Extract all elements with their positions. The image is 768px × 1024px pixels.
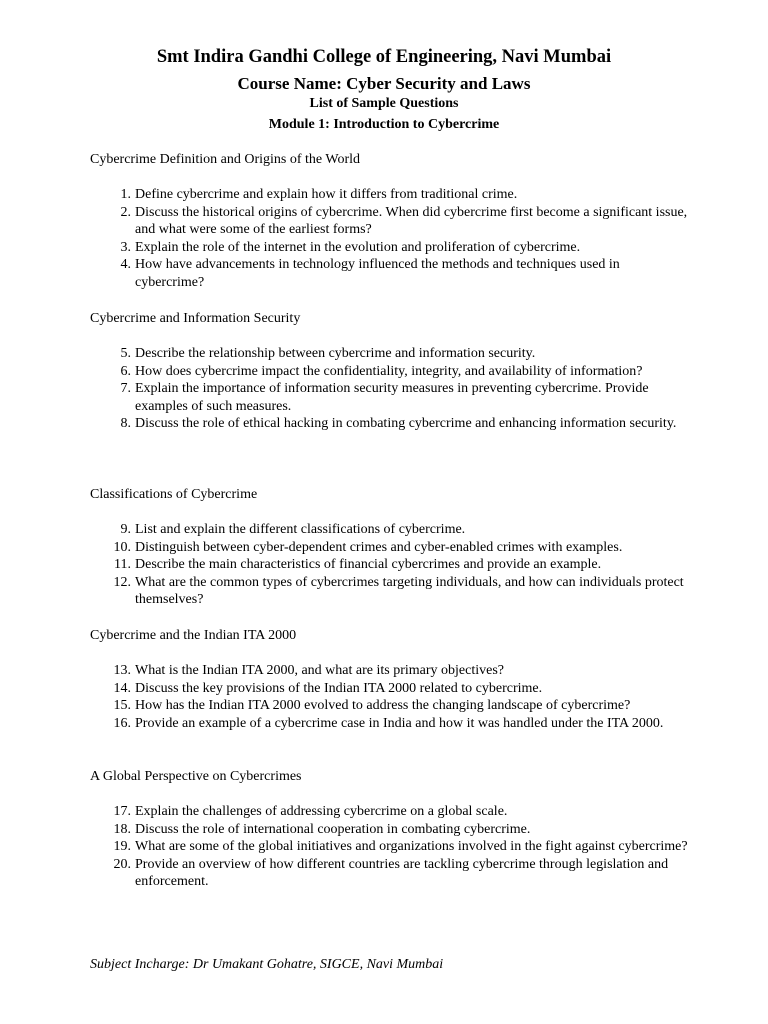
question-item: [90, 186, 690, 204]
question-number: 3.: [120, 239, 131, 255]
question-number: 9.: [120, 522, 131, 537]
question-item: [90, 680, 690, 698]
question-text: Describe the main characteristics of financial cybercrimes and provide an example.: [135, 557, 602, 572]
question-item: [90, 521, 690, 539]
question-number: 6.: [120, 363, 131, 379]
question-number: 19.: [113, 839, 131, 854]
question-text: How have advancements in technology influenced the methods and techniques used in cybercrime?: [135, 257, 620, 290]
section-heading-definition-origins: Cybercrime Definition and Origins of the World: [90, 152, 360, 167]
question-number: 18.: [113, 821, 131, 837]
question-item: [90, 556, 690, 574]
question-item: [90, 345, 690, 363]
question-item: [90, 803, 690, 821]
question-number: 17.: [113, 804, 131, 819]
question-text: List and explain the different classifications of cybercrime.: [135, 522, 466, 537]
question-text: Describe the relationship between cybercrime and information security.: [135, 346, 536, 361]
question-number: 12.: [113, 574, 131, 590]
question-text: Discuss the role of ethical hacking in combating cybercrime and enhancing information security.: [135, 416, 677, 431]
question-list-section-3: [90, 521, 690, 609]
question-text: What are some of the global initiatives and organizations involved in the fight against cybercrime?: [135, 839, 688, 854]
question-item: [90, 838, 690, 856]
question-item: [90, 239, 690, 257]
question-number: 7.: [120, 381, 131, 396]
question-item: [90, 821, 690, 839]
question-number: 4.: [120, 257, 131, 272]
question-list-section-2: [90, 345, 690, 433]
question-item: [90, 256, 690, 291]
section-heading-classifications: Classifications of Cybercrime: [90, 487, 258, 502]
question-text: Provide an example of a cybercrime case in India and how it was handled under the ITA 2000.: [135, 715, 664, 731]
question-text: Explain the importance of information security measures in preventing cybercrime. Provide examples of such measures.: [135, 381, 649, 414]
question-item: [90, 574, 690, 609]
course-name: Course Name: Cyber Security and Laws: [237, 74, 531, 93]
question-number: 11.: [114, 557, 131, 572]
question-item: [90, 715, 690, 733]
question-number: 10.: [113, 539, 131, 555]
question-number: 20.: [113, 856, 131, 872]
question-item: [90, 539, 690, 557]
subject-incharge-footer: Subject Incharge: Dr Umakant Gohatre, SIGCE, Navi Mumbai: [90, 957, 444, 972]
question-item: [90, 415, 690, 433]
question-text: Define cybercrime and explain how it differs from traditional crime.: [135, 187, 518, 202]
question-text: What are the common types of cybercrimes targeting individuals, and how can individuals protect themselves?: [135, 574, 684, 607]
question-number: 8.: [120, 416, 131, 431]
question-list-section-1: [90, 186, 690, 291]
question-number: 16.: [113, 715, 131, 731]
question-text: Discuss the historical origins of cybercrime. When did cybercrime first become a significant issue, and what were some of the earliest forms?: [135, 204, 688, 237]
section-heading-global-perspective: A Global Perspective on Cybercrimes: [90, 769, 302, 784]
question-item: [90, 662, 690, 680]
question-text: How does cybercrime impact the confidentiality, integrity, and availability of information?: [135, 363, 643, 379]
question-number: 13.: [113, 663, 131, 678]
section-heading-indian-ita: Cybercrime and the Indian ITA 2000: [90, 628, 297, 643]
list-title: List of Sample Questions: [309, 96, 459, 111]
question-item: [90, 363, 690, 381]
module-title: Module 1: Introduction to Cybercrime: [268, 117, 500, 132]
question-list-section-4: [90, 662, 690, 732]
section-heading-information-security: Cybercrime and Information Security: [90, 311, 301, 326]
question-list-section-5: [90, 803, 690, 891]
question-text: Discuss the role of international cooperation in combating cybercrime.: [135, 821, 531, 837]
question-text: Provide an overview of how different countries are tackling cybercrime through legislation and enforcement.: [135, 856, 669, 889]
question-item: [90, 204, 690, 239]
question-text: How has the Indian ITA 2000 evolved to address the changing landscape of cybercrime?: [135, 698, 631, 713]
question-number: 5.: [120, 346, 131, 361]
question-number: 2.: [120, 204, 131, 220]
question-number: 1.: [120, 187, 131, 202]
college-title: Smt Indira Gandhi College of Engineering, Navi Mumbai: [156, 47, 612, 67]
question-text: Distinguish between cyber-dependent crimes and cyber-enabled crimes with examples.: [135, 539, 623, 555]
question-text: What is the Indian ITA 2000, and what are its primary objectives?: [135, 663, 504, 678]
question-text: Discuss the key provisions of the Indian ITA 2000 related to cybercrime.: [135, 680, 543, 696]
question-number: 15.: [113, 698, 131, 713]
question-text: Explain the role of the internet in the evolution and proliferation of cybercrime.: [135, 239, 581, 255]
question-text: Explain the challenges of addressing cybercrime on a global scale.: [135, 804, 508, 819]
question-item: [90, 380, 690, 415]
question-item: [90, 697, 690, 715]
question-number: 14.: [113, 680, 131, 696]
question-item: [90, 856, 690, 891]
